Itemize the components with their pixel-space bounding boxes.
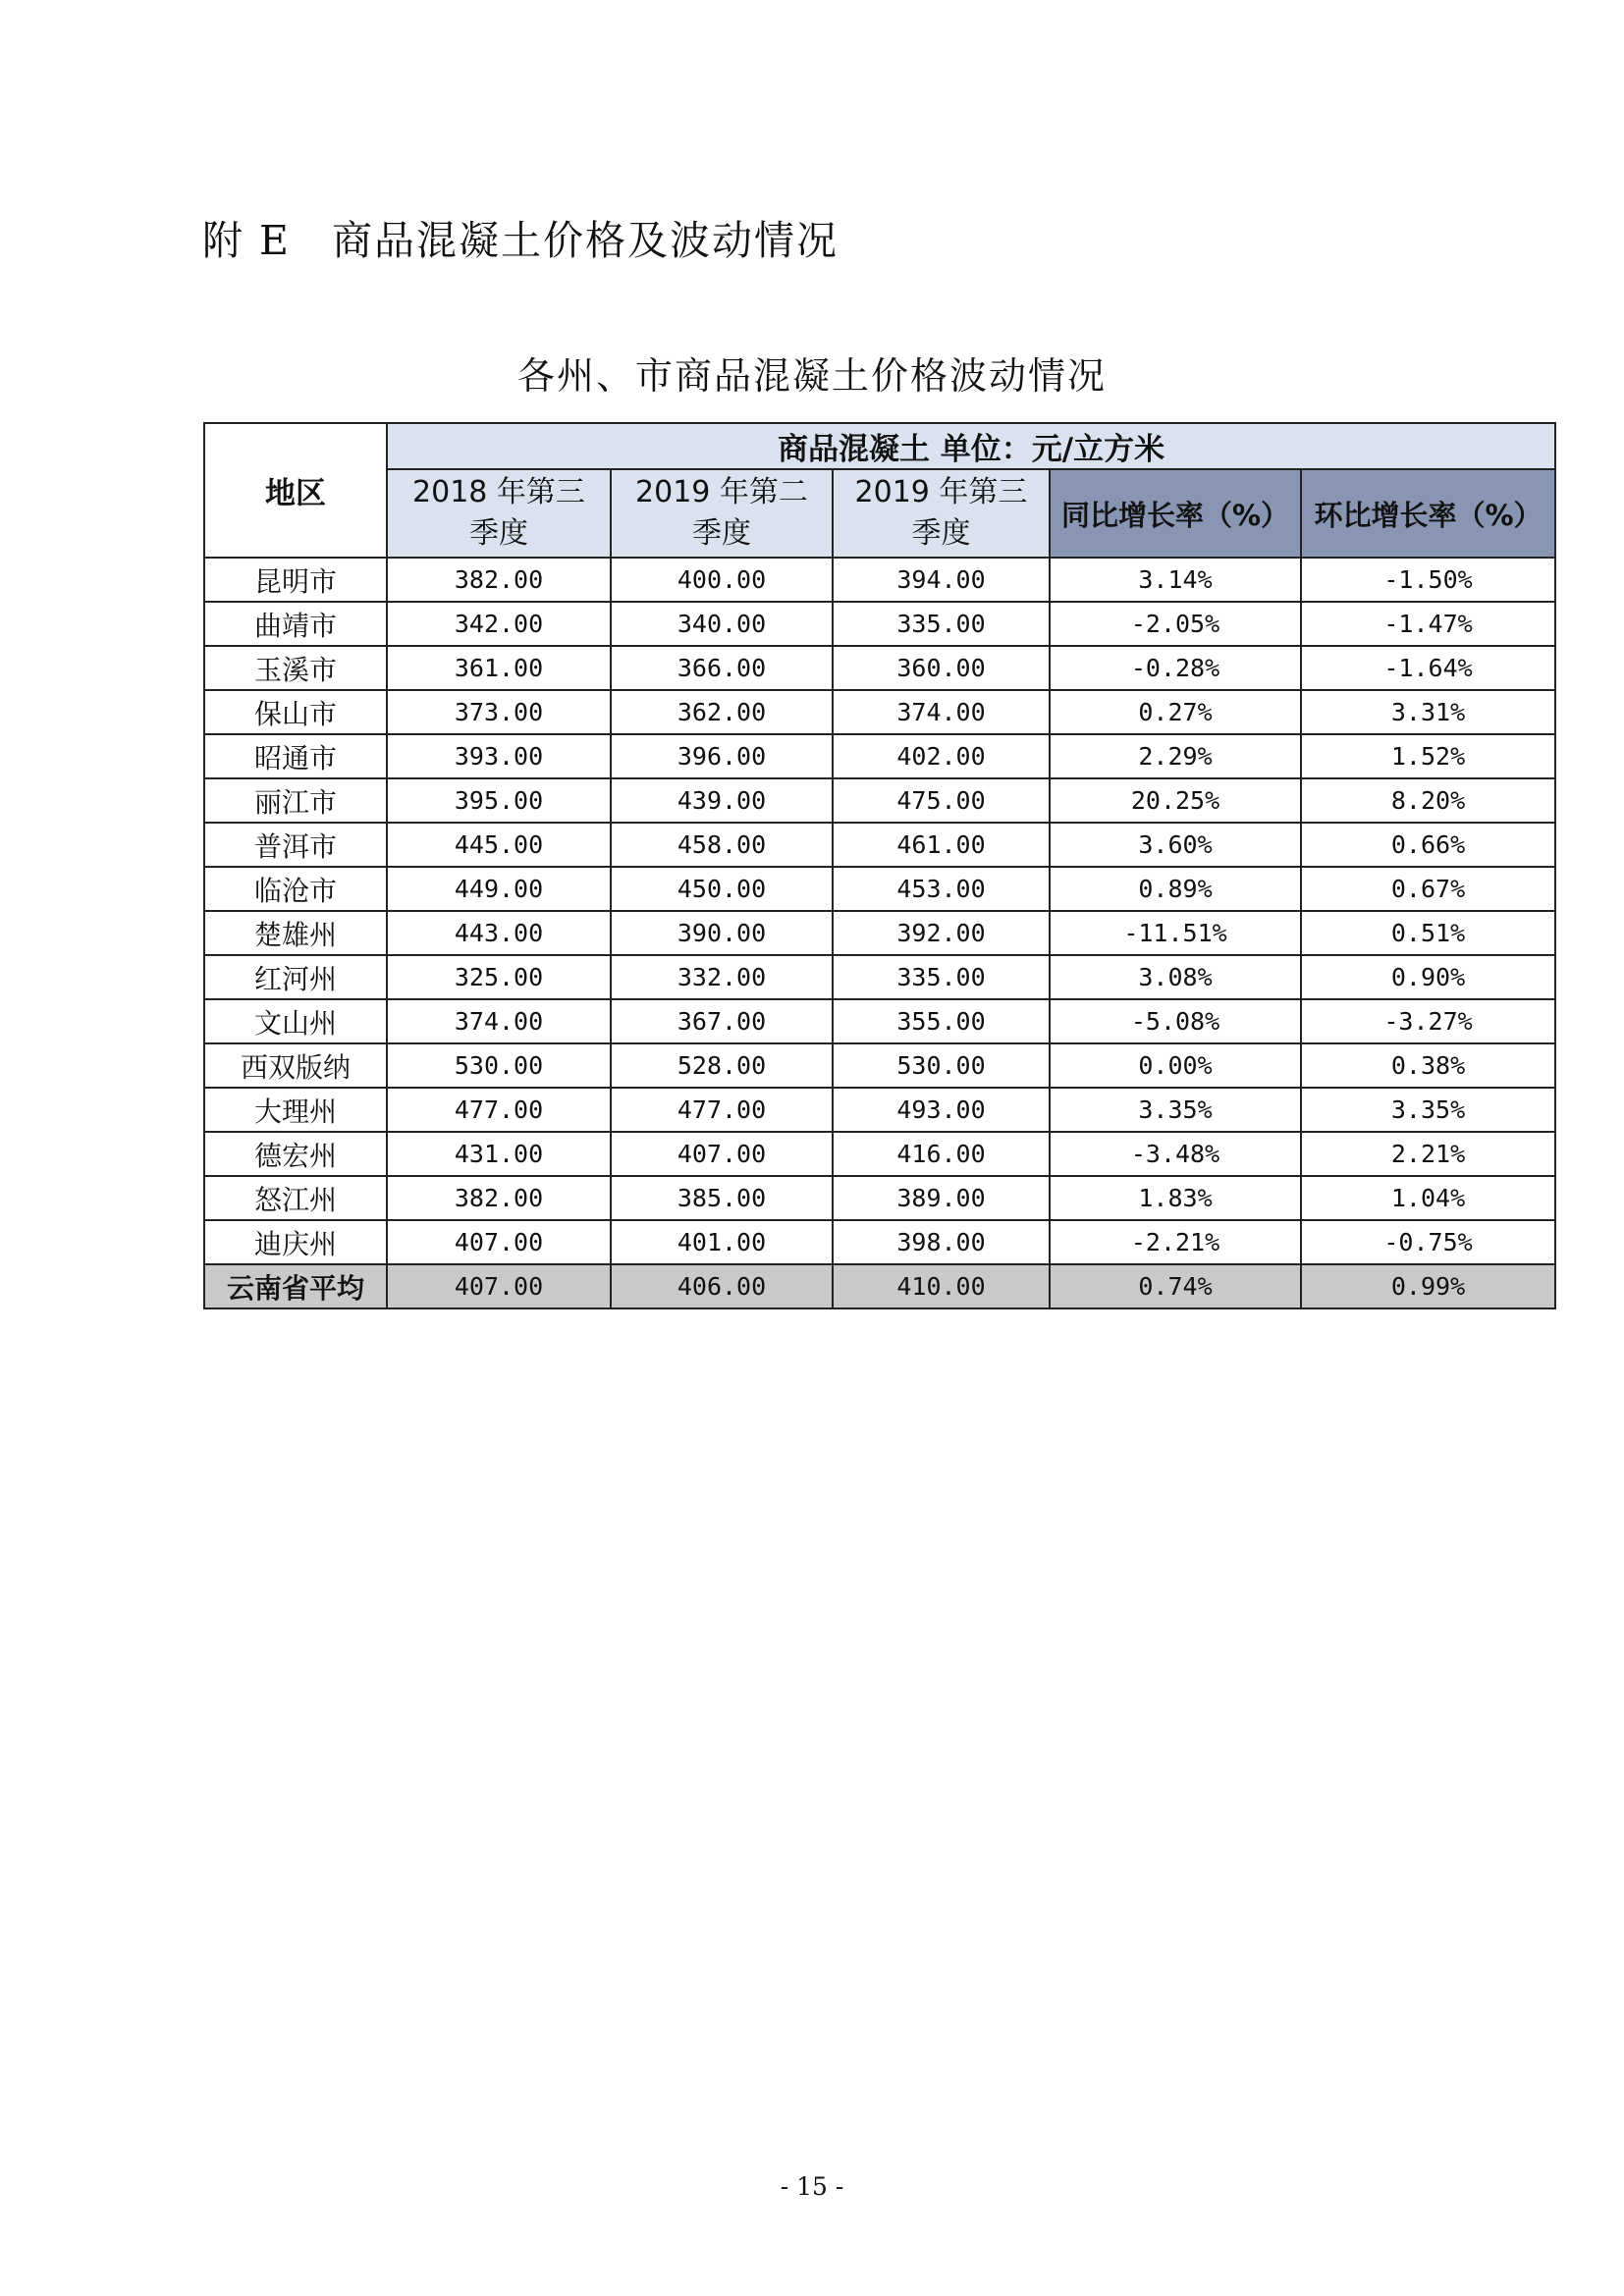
cell-mom-rate: -3.27% — [1301, 999, 1555, 1043]
header-col-2019q3: 2019 年第三 季度 — [833, 469, 1050, 558]
header-region: 地区 — [204, 423, 387, 558]
cell-yoy-rate: 0.89% — [1050, 867, 1301, 911]
cell-price-2018q3: 443.00 — [387, 911, 611, 955]
cell-yoy-rate: 3.35% — [1050, 1088, 1301, 1132]
cell-yoy-rate: 3.60% — [1050, 823, 1301, 867]
cell-region: 昆明市 — [204, 558, 387, 602]
cell-yoy-rate: 0.00% — [1050, 1043, 1301, 1088]
cell-price-2018q3: 449.00 — [387, 867, 611, 911]
cell-region: 楚雄州 — [204, 911, 387, 955]
cell-region: 红河州 — [204, 955, 387, 999]
cell-yoy-rate: 0.27% — [1050, 690, 1301, 734]
table-row — [204, 911, 1555, 955]
table-row — [204, 734, 1555, 778]
cell-price-2019q3: 410.00 — [833, 1264, 1050, 1308]
table-row — [204, 823, 1555, 867]
cell-mom-rate: 1.52% — [1301, 734, 1555, 778]
header-unit: 商品混凝土 单位：元/立方米 — [387, 423, 1555, 469]
cell-mom-rate: 0.66% — [1301, 823, 1555, 867]
cell-price-2019q3: 493.00 — [833, 1088, 1050, 1132]
cell-mom-rate: -1.50% — [1301, 558, 1555, 602]
cell-price-2019q2: 401.00 — [611, 1220, 833, 1264]
cell-price-2018q3: 477.00 — [387, 1088, 611, 1132]
cell-yoy-rate: -2.21% — [1050, 1220, 1301, 1264]
concrete-price-table — [203, 422, 1556, 1309]
cell-price-2019q2: 390.00 — [611, 911, 833, 955]
cell-price-2019q2: 385.00 — [611, 1176, 833, 1220]
cell-price-2019q3: 398.00 — [833, 1220, 1050, 1264]
cell-mom-rate: 3.35% — [1301, 1088, 1555, 1132]
table-body — [204, 558, 1555, 1308]
cell-price-2019q3: 461.00 — [833, 823, 1050, 867]
cell-region: 德宏州 — [204, 1132, 387, 1176]
cell-price-2018q3: 325.00 — [387, 955, 611, 999]
table-row — [204, 999, 1555, 1043]
header-col-2018q3: 2018 年第三 季度 — [387, 469, 611, 558]
section-prefix: 附 E — [202, 217, 291, 264]
cell-mom-rate: -0.75% — [1301, 1220, 1555, 1264]
cell-price-2019q3: 374.00 — [833, 690, 1050, 734]
cell-price-2018q3: 342.00 — [387, 602, 611, 646]
section-title-text: 商品混凝土价格及波动情况 — [331, 217, 839, 264]
cell-price-2019q2: 439.00 — [611, 778, 833, 823]
cell-yoy-rate: 1.83% — [1050, 1176, 1301, 1220]
table-row — [204, 778, 1555, 823]
cell-price-2018q3: 431.00 — [387, 1132, 611, 1176]
cell-price-2018q3: 407.00 — [387, 1264, 611, 1308]
cell-mom-rate: 8.20% — [1301, 778, 1555, 823]
cell-price-2019q3: 335.00 — [833, 955, 1050, 999]
cell-region: 丽江市 — [204, 778, 387, 823]
cell-price-2019q3: 335.00 — [833, 602, 1050, 646]
cell-region: 普洱市 — [204, 823, 387, 867]
cell-price-2019q2: 406.00 — [611, 1264, 833, 1308]
table-row — [204, 690, 1555, 734]
cell-yoy-rate: -5.08% — [1050, 999, 1301, 1043]
cell-region: 临沧市 — [204, 867, 387, 911]
cell-price-2018q3: 374.00 — [387, 999, 611, 1043]
cell-mom-rate: 0.51% — [1301, 911, 1555, 955]
cell-yoy-rate: 2.29% — [1050, 734, 1301, 778]
cell-price-2018q3: 382.00 — [387, 1176, 611, 1220]
cell-price-2018q3: 395.00 — [387, 778, 611, 823]
header-col-2019q2: 2019 年第二 季度 — [611, 469, 833, 558]
table-row — [204, 558, 1555, 602]
cell-yoy-rate: 3.14% — [1050, 558, 1301, 602]
cell-region: 玉溪市 — [204, 646, 387, 690]
cell-region: 曲靖市 — [204, 602, 387, 646]
cell-mom-rate: -1.64% — [1301, 646, 1555, 690]
cell-yoy-rate: 3.08% — [1050, 955, 1301, 999]
cell-region: 昭通市 — [204, 734, 387, 778]
cell-mom-rate: -1.47% — [1301, 602, 1555, 646]
table-row — [204, 646, 1555, 690]
cell-price-2019q3: 453.00 — [833, 867, 1050, 911]
cell-yoy-rate: -3.48% — [1050, 1132, 1301, 1176]
cell-price-2019q3: 475.00 — [833, 778, 1050, 823]
header-col-mom: 环比增长率（%） — [1301, 469, 1555, 558]
cell-price-2019q3: 530.00 — [833, 1043, 1050, 1088]
cell-mom-rate: 0.99% — [1301, 1264, 1555, 1308]
header-col-yoy: 同比增长率（%） — [1050, 469, 1301, 558]
table-row — [204, 1132, 1555, 1176]
cell-yoy-rate: -0.28% — [1050, 646, 1301, 690]
cell-mom-rate: 2.21% — [1301, 1132, 1555, 1176]
cell-region: 迪庆州 — [204, 1220, 387, 1264]
table-row — [204, 955, 1555, 999]
table-title: 各州、市商品混凝土价格波动情况 — [516, 354, 1107, 398]
table-row — [204, 602, 1555, 646]
cell-price-2019q3: 416.00 — [833, 1132, 1050, 1176]
cell-mom-rate: 3.31% — [1301, 690, 1555, 734]
cell-yoy-rate: 20.25% — [1050, 778, 1301, 823]
cell-yoy-rate: -11.51% — [1050, 911, 1301, 955]
cell-mom-rate: 0.67% — [1301, 867, 1555, 911]
table-row — [204, 867, 1555, 911]
cell-price-2019q2: 400.00 — [611, 558, 833, 602]
table-row — [204, 1220, 1555, 1264]
cell-price-2019q2: 450.00 — [611, 867, 833, 911]
cell-price-2019q2: 366.00 — [611, 646, 833, 690]
cell-mom-rate: 0.38% — [1301, 1043, 1555, 1088]
cell-price-2019q2: 362.00 — [611, 690, 833, 734]
cell-price-2019q2: 340.00 — [611, 602, 833, 646]
cell-price-2018q3: 382.00 — [387, 558, 611, 602]
cell-price-2018q3: 407.00 — [387, 1220, 611, 1264]
table-row — [204, 1176, 1555, 1220]
average-row — [204, 1264, 1555, 1308]
cell-price-2019q2: 458.00 — [611, 823, 833, 867]
cell-price-2018q3: 373.00 — [387, 690, 611, 734]
cell-region: 保山市 — [204, 690, 387, 734]
cell-price-2019q2: 367.00 — [611, 999, 833, 1043]
cell-mom-rate: 1.04% — [1301, 1176, 1555, 1220]
cell-price-2019q2: 407.00 — [611, 1132, 833, 1176]
cell-mom-rate: 0.90% — [1301, 955, 1555, 999]
cell-region: 文山州 — [204, 999, 387, 1043]
cell-price-2019q3: 389.00 — [833, 1176, 1050, 1220]
cell-yoy-rate: 0.74% — [1050, 1264, 1301, 1308]
cell-price-2019q2: 477.00 — [611, 1088, 833, 1132]
cell-price-2019q2: 332.00 — [611, 955, 833, 999]
cell-region: 大理州 — [204, 1088, 387, 1132]
cell-price-2019q3: 360.00 — [833, 646, 1050, 690]
cell-price-2019q3: 355.00 — [833, 999, 1050, 1043]
cell-region: 怒江州 — [204, 1176, 387, 1220]
cell-price-2019q2: 528.00 — [611, 1043, 833, 1088]
table-row — [204, 1043, 1555, 1088]
page-number: - 15 - — [780, 2172, 844, 2201]
cell-region: 云南省平均 — [204, 1264, 387, 1308]
table-row — [204, 1088, 1555, 1132]
cell-price-2019q3: 394.00 — [833, 558, 1050, 602]
cell-price-2019q2: 396.00 — [611, 734, 833, 778]
cell-price-2019q3: 392.00 — [833, 911, 1050, 955]
cell-price-2019q3: 402.00 — [833, 734, 1050, 778]
cell-region: 西双版纳 — [204, 1043, 387, 1088]
cell-price-2018q3: 361.00 — [387, 646, 611, 690]
section-title — [202, 208, 839, 266]
cell-price-2018q3: 530.00 — [387, 1043, 611, 1088]
cell-price-2018q3: 393.00 — [387, 734, 611, 778]
cell-yoy-rate: -2.05% — [1050, 602, 1301, 646]
cell-price-2018q3: 445.00 — [387, 823, 611, 867]
